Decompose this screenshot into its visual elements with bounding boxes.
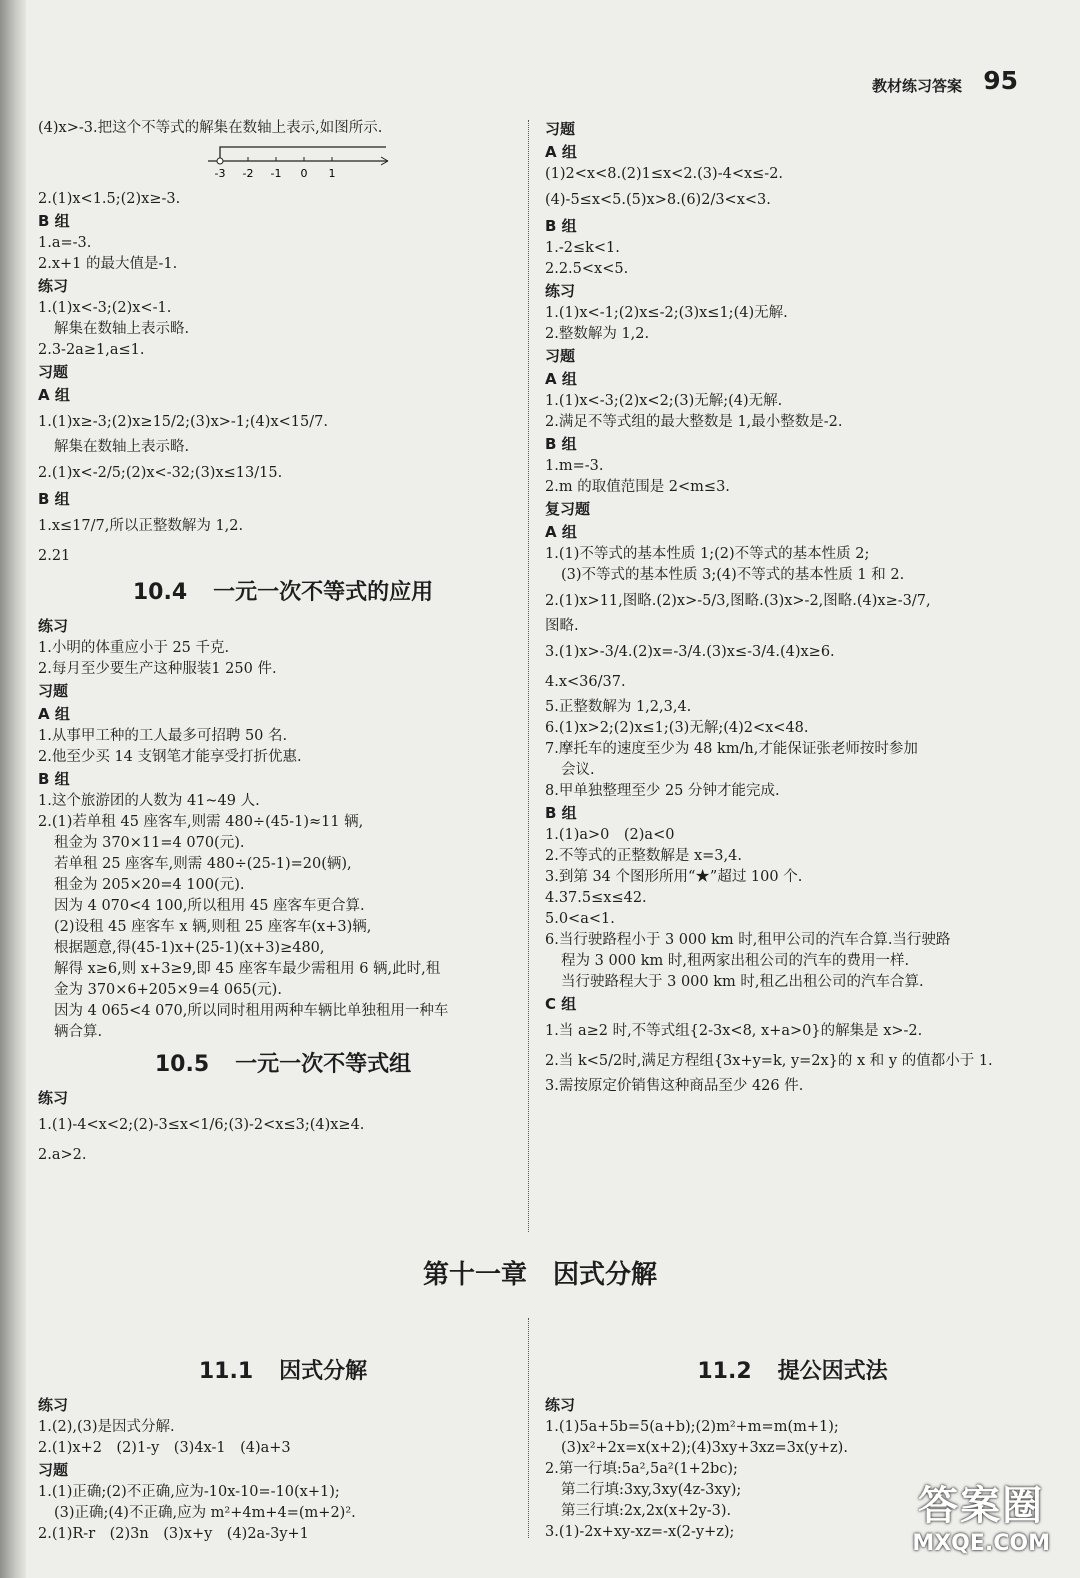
number-line-tick-label: -3	[214, 167, 226, 180]
subheading: B 组	[545, 804, 577, 822]
answer-line: 2.(1)x<1.5;(2)x≥-3.	[38, 191, 181, 207]
answer-line: 当行驶路程大于 3 000 km 时,租乙出租公司的汽车合算.	[561, 974, 924, 990]
answer-line: 1.(1)5a+5b=5(a+b);(2)m²+m=m(m+1);	[545, 1419, 839, 1435]
header-label: 教材练习答案	[871, 77, 962, 95]
answer-line: 根据题意,得(45-1)x+(25-1)(x+3)≥480,	[54, 940, 325, 956]
answer-line: 1.(1)-4<x<2;(2)-3≤x<1/6;(3)-2<x≤3;(4)x≥4.	[38, 1117, 365, 1133]
subheading: 复习题	[545, 500, 591, 518]
answer-line: 2.(1)x<-2/5;(2)x<-32;(3)x≤13/15.	[38, 465, 283, 481]
answer-line: 2.(1)若单租 45 座客车,则需 480÷(45-1)≈11 辆,	[38, 814, 364, 830]
answer-line: 4.37.5≤x≤42.	[545, 890, 647, 906]
answer-line: 2.a>2.	[38, 1147, 87, 1163]
section-name: 一元一次不等式组	[235, 1052, 412, 1077]
answer-line: 2.第一行填:5a²,5a²(1+2bc);	[545, 1461, 738, 1477]
answer-line: 第三行填:2x,2x(x+2y-3).	[561, 1503, 732, 1519]
number-line-tick-label: 0	[300, 167, 308, 180]
answer-line: 若单租 25 座客车,则需 480÷(25-1)=20(辆),	[54, 856, 352, 872]
section-title	[38, 1043, 528, 1087]
book-spine	[0, 0, 26, 1578]
answer-line: 8.甲单独整理至少 25 分钟才能完成.	[545, 783, 780, 799]
answer-line: 租金为 370×11=4 070(元).	[54, 835, 245, 851]
answer-line: 1.(1)x<-3;(2)x<-1.	[38, 300, 172, 316]
subheading: A 组	[545, 370, 577, 388]
answer-line: 1.(1)x<-1;(2)x≤-2;(3)x≤1;(4)无解.	[545, 305, 788, 321]
answer-line: 图略.	[545, 618, 579, 634]
subheading: 习题	[38, 1461, 69, 1479]
open-endpoint	[217, 158, 223, 164]
number-line-tick-label: -1	[270, 167, 282, 180]
answer-line: (3)x²+2x=x(x+2);(4)3xy+3xz=3x(y+z).	[561, 1440, 848, 1456]
answer-line: 1.(1)正确;(2)不正确,应为-10x-10=-10(x+1);	[38, 1484, 340, 1500]
answer-line: 2.3-2a≥1,a≤1.	[38, 342, 145, 358]
answer-line: 程为 3 000 km 时,租两家出租公司的汽车的费用一样.	[561, 953, 910, 969]
answer-line: 2.2.5<x<5.	[545, 261, 629, 277]
subheading: 练习	[545, 1396, 576, 1414]
answer-line: (1)2<x<8.(2)1≤x<2.(3)-4<x≤-2.	[545, 166, 784, 182]
section-number: 10.4	[132, 580, 188, 605]
answer-line: 5.正整数解为 1,2,3,4.	[545, 699, 692, 715]
answer-line: 2.m 的取值范围是 2<m≤3.	[545, 479, 730, 495]
section-title	[545, 1350, 1040, 1394]
answer-line: 会议.	[561, 762, 595, 778]
subheading: C 组	[545, 995, 577, 1013]
subheading: 习题	[545, 347, 576, 365]
subheading: B 组	[545, 217, 577, 235]
column-divider-bottom	[528, 1318, 529, 1538]
answer-line: (4)-5≤x<5.(5)x>8.(6)2/3<x<3.	[545, 192, 771, 208]
answer-line: (3)不等式的基本性质 3;(4)不等式的基本性质 1 和 2.	[561, 567, 905, 583]
answer-line: 1.(1)a>0 (2)a<0	[545, 827, 675, 843]
subheading: 练习	[38, 277, 69, 295]
answer-line: 1.当 a≥2 时,不等式组{2-3x<8, x+a>0}的解集是 x>-2.	[545, 1023, 923, 1039]
section-name: 提公因式法	[777, 1359, 888, 1384]
subheading: 练习	[38, 1089, 69, 1107]
answer-line: 5.0<a<1.	[545, 911, 615, 927]
subheading: B 组	[38, 212, 70, 230]
subheading: 练习	[38, 1396, 69, 1414]
answer-line: 第二行填:3xy,3xy(4z-3xy);	[561, 1482, 742, 1498]
answer-line: 6.(1)x>2;(2)x≤1;(3)无解;(4)2<x<48.	[545, 720, 809, 736]
answer-line: 1.小明的体重应小于 25 千克.	[38, 640, 230, 656]
answer-line: 4.x<36/37.	[545, 674, 626, 690]
section-name: 一元一次不等式的应用	[213, 580, 434, 605]
subheading: A 组	[38, 386, 70, 404]
subheading: B 组	[38, 490, 70, 508]
answer-line: 2.每月至少要生产这种服装1 250 件.	[38, 661, 277, 677]
subheading: A 组	[545, 143, 577, 161]
answer-line: 1.a=-3.	[38, 235, 92, 251]
section-title	[38, 1350, 528, 1394]
subheading: B 组	[545, 435, 577, 453]
answer-line: 因为 4 065<4 070,所以同时租用两种车辆比单独租用一种车	[54, 1003, 449, 1019]
answer-line: 1.-2≤k<1.	[545, 240, 620, 256]
subheading: A 组	[38, 705, 70, 723]
left-column	[38, 118, 528, 1170]
subheading: B 组	[38, 770, 70, 788]
watermark-url: MXQE.COM	[912, 1531, 1050, 1556]
answer-line: 2.21	[38, 548, 71, 564]
answer-line: 1.x≤17/7,所以正整数解为 1,2.	[38, 518, 244, 534]
subheading: 习题	[545, 120, 576, 138]
answer-line: 1.(2),(3)是因式分解.	[38, 1419, 175, 1435]
right-column	[545, 118, 1040, 1097]
section-number: 11.2	[697, 1359, 752, 1384]
number-line-figure	[198, 141, 528, 185]
answer-line: (2)设租 45 座客车 x 辆,则租 25 座客车(x+3)辆,	[54, 919, 372, 935]
section-name: 因式分解	[279, 1359, 368, 1384]
answer-line: 解集在数轴上表示略.	[54, 321, 190, 337]
watermark	[912, 1474, 1050, 1556]
subheading: 习题	[38, 363, 69, 381]
answer-line: 2.(1)x+2 (2)1-y (3)4x-1 (4)a+3	[38, 1440, 291, 1456]
column-divider	[528, 120, 529, 1232]
number-line-tick-label: 1	[328, 167, 336, 180]
answer-line: 3.(1)-2x+xy-xz=-x(2-y+z);	[545, 1524, 735, 1540]
solution-ray	[220, 147, 386, 161]
answer-line: 6.当行驶路程小于 3 000 km 时,租甲公司的汽车合算.当行驶路	[545, 932, 951, 948]
subheading: 练习	[545, 282, 576, 300]
answer-line: 1.(1)x≥-3;(2)x≥15/2;(3)x>-1;(4)x<15/7.	[38, 414, 328, 430]
answer-line: 因为 4 070<4 100,所以租用 45 座客车更合算.	[54, 898, 365, 914]
subheading: 习题	[38, 682, 69, 700]
answer-line: (4)x>-3.把这个不等式的解集在数轴上表示,如图所示.	[38, 120, 383, 136]
section-number: 11.1	[198, 1359, 254, 1384]
answer-line: 2.(1)x>11,图略.(2)x>-5/3,图略.(3)x>-2,图略.(4)x≥-3/7,	[545, 593, 931, 609]
page-number: 95	[983, 66, 1018, 95]
answer-line: 3.需按原定价销售这种商品至少 426 件.	[545, 1078, 804, 1094]
section-title	[38, 571, 528, 615]
chapter-title: 第十一章 因式分解	[422, 1260, 657, 1290]
answer-line: 1.(1)不等式的基本性质 1;(2)不等式的基本性质 2;	[545, 546, 870, 562]
answer-line: 7.摩托车的速度至少为 48 km/h,才能保证张老师按时参加	[545, 741, 918, 757]
answer-line: 2.他至少买 14 支钢笔才能享受打折优惠.	[38, 749, 302, 765]
answer-line: 1.m=-3.	[545, 458, 604, 474]
answer-line: 金为 370×6+205×9=4 065(元).	[54, 982, 282, 998]
answer-line: 2.整数解为 1,2.	[545, 326, 650, 342]
watermark-text: 答案圈	[918, 1483, 1045, 1529]
answer-line: 1.从事甲工种的工人最多可招聘 50 名.	[38, 728, 288, 744]
answer-line: 3.(1)x>-3/4.(2)x=-3/4.(3)x≤-3/4.(4)x≥6.	[545, 644, 835, 660]
answer-line: 2.(1)R-r (2)3n (3)x+y (4)2a-3y+1	[38, 1526, 309, 1542]
number-line-tick-label: -2	[242, 167, 254, 180]
answer-line: 2.当 k<5/2时,满足方程组{3x+y=k, y=2x}的 x 和 y 的值都小于 1.	[545, 1053, 993, 1069]
subheading: 练习	[38, 617, 69, 635]
answer-line: 2.满足不等式组的最大整数是 1,最小整数是-2.	[545, 414, 843, 430]
answer-line: 3.到第 34 个图形所用“★”超过 100 个.	[545, 869, 803, 885]
answer-line: 1.这个旅游团的人数为 41~49 人.	[38, 793, 260, 809]
answer-line: 2.x+1 的最大值是-1.	[38, 256, 178, 272]
answer-line: 辆合算.	[54, 1024, 103, 1040]
answer-line: 2.不等式的正整数解是 x=3,4.	[545, 848, 742, 864]
answer-line: (3)正确;(4)不正确,应为 m²+4m+4=(m+2)².	[54, 1505, 356, 1521]
answer-line: 1.(1)x<-3;(2)x<2;(3)无解;(4)无解.	[545, 393, 783, 409]
section-number: 10.5	[154, 1052, 210, 1077]
answer-line: 解集在数轴上表示略.	[54, 439, 190, 455]
answer-line: 解得 x≥6,则 x+3≥9,即 45 座客车最少需租用 6 辆,此时,租	[54, 961, 441, 977]
subheading: A 组	[545, 523, 577, 541]
answer-line: 租金为 205×20=4 100(元).	[54, 877, 245, 893]
left-bottom-column	[38, 1350, 528, 1545]
